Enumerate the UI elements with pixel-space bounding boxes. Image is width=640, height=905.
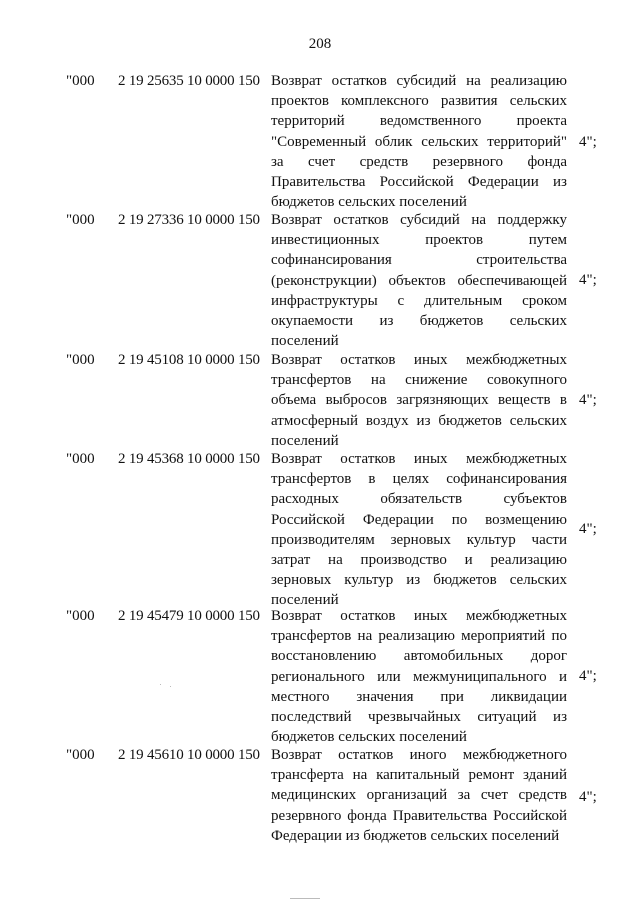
description-line: поселений [271,432,339,449]
description-line: затрат на производство и реализацию [271,552,567,569]
page-number: 208 [308,36,332,52]
description-line: Возврат остатков субсидий на реализацию [271,73,567,89]
description-line: Российской Федерации по возмещению [271,511,567,528]
row-description [271,71,567,212]
row-closing-mark: 4"; [579,521,597,537]
row-kbk-code: 2 19 45479 10 0000 150 [118,608,260,624]
table-row [0,210,640,352]
row-kbk-code: 2 19 25635 10 0000 150 [118,73,260,89]
description-line: резервного фонда Правительства Российской [271,807,567,824]
row-closing-mark: 4"; [579,272,597,288]
description-line: объема выбросов загрязняющих веществ в [271,392,567,409]
row-description [271,606,567,747]
description-line: трансферта на капитальный ремонт зданий [271,767,567,784]
description-line: регионального или межмуниципального и [271,668,567,685]
description-line: поселений [271,592,339,609]
scan-speck [160,684,161,685]
description-line: медицинских организаций за счет средств [271,787,567,804]
row-description [271,210,567,351]
scan-speck [170,686,171,687]
description-line: трансфертов на реализацию мероприятий по [271,628,567,645]
description-line: производителям зерновых культур части [271,531,567,548]
description-line: последствий чрезвычайных ситуаций из [271,709,567,726]
description-line: проектов комплексного развития сельских [271,93,567,110]
description-line: Федерации из бюджетов сельских поселений [271,827,560,844]
row-closing-mark: 4"; [579,134,597,150]
row-description [271,745,567,846]
description-line: бюджетов сельских поселений [271,729,467,746]
description-line: Возврат остатков иного межбюджетного [271,747,567,763]
description-line: Возврат остатков субсидий на поддержку [271,212,567,228]
description-line: местного значения при ликвидации [271,688,567,705]
description-line: окупаемости из бюджетов сельских [271,313,567,330]
table-row [0,350,640,450]
table-row [0,71,640,211]
table-row [0,449,640,611]
description-line: расходных обязательств субъектов [271,491,567,508]
row-closing-mark: 4"; [579,789,597,805]
description-line: софинансирования строительства [271,252,567,269]
description-line: инфраструктуры с длительным сроком [271,292,567,309]
description-line: бюджетов сельских поселений [271,194,467,211]
scan-speck [290,898,320,899]
row-code: "000 [66,451,95,467]
row-code: "000 [66,212,95,228]
description-line: Возврат остатков иных межбюджетных [271,352,567,368]
row-kbk-code: 2 19 45368 10 0000 150 [118,451,260,467]
row-closing-mark: 4"; [579,668,597,684]
row-closing-mark: 4"; [579,392,597,408]
table-row [0,606,640,748]
description-line: Правительства Российской Федерации из [271,174,567,191]
description-line: инвестиционных проектов путем [271,232,567,249]
description-line: Возврат остатков иных межбюджетных [271,608,567,624]
table-row [0,745,640,849]
description-line: территорий ведомственного проекта [271,113,567,130]
row-code: "000 [66,608,95,624]
description-line: восстановлению автомобильных дорог [271,648,567,665]
row-kbk-code: 2 19 45108 10 0000 150 [118,352,260,368]
description-line: поселений [271,333,339,350]
description-line: за счет средств резервного фонда [271,153,567,170]
description-line: атмосферный воздух из бюджетов сельских [271,412,567,429]
row-code: "000 [66,73,95,89]
row-code: "000 [66,747,95,763]
description-line: зерновых культур из бюджетов сельских [271,572,567,589]
description-line: трансфертов в целях софинансирования [271,471,567,488]
row-code: "000 [66,352,95,368]
row-description [271,449,567,611]
row-kbk-code: 2 19 27336 10 0000 150 [118,212,260,228]
description-line: трансфертов на снижение совокупного [271,372,567,389]
row-description [271,350,567,451]
row-kbk-code: 2 19 45610 10 0000 150 [118,747,260,763]
description-line: (реконструкции) объектов обеспечивающей [271,272,567,289]
description-line: "Современный облик сельских территорий" [271,133,567,150]
description-line: Возврат остатков иных межбюджетных [271,451,567,467]
